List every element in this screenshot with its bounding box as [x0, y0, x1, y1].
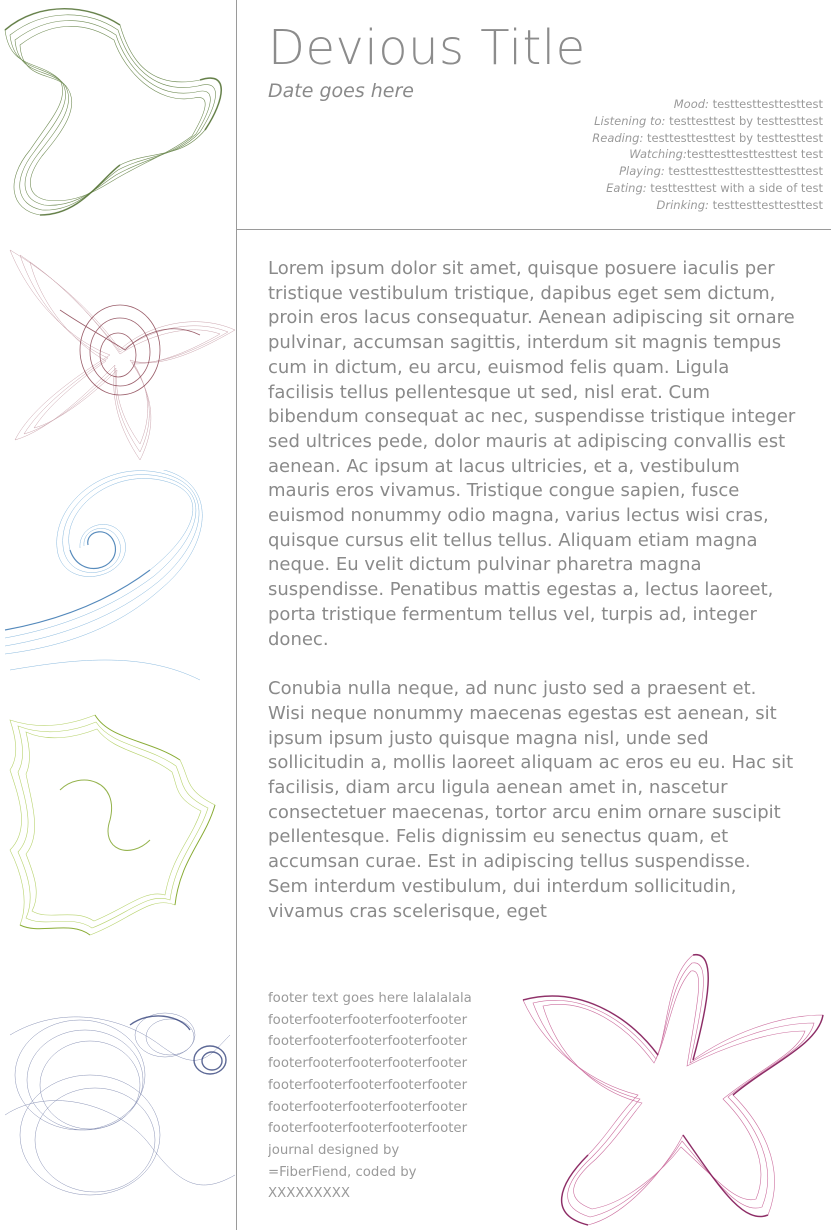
mood-row: Mood: testtesttesttesttest — [673, 97, 823, 111]
reading-row: Reading: testtesttesttest by testtesttest — [592, 130, 823, 145]
magenta-star-art — [518, 945, 831, 1230]
footer-credit: journal designed by — [268, 1142, 400, 1158]
footer-credit: =FiberFiend, coded by — [268, 1164, 417, 1180]
paragraph-2: Conubia nulla neque, ad nunc justo sed a praesent et. Wisi neque nonummy maecenas egestas est aenean, sit ipsum ipsum justo quisque magna nisl, unde sed sollicitudin a, mollis laoreet aliquam ac eros eu eu. Hac sit facilisis, diam arcu ligula aenean amet in, nascetur consectetuer maecenas, tortor arcu enim ornare suscipit pellentesque. Felis dignissim eu senectus quam, et accumsan curae. Est in adipiscing tellus suspendisse. Sem interdum vestibulum, dui interdum sollicitudin, vivamus cras scelerisque, eget — [268, 678, 794, 922]
footer-line: footerfooterfooterfooterfooter — [268, 1056, 468, 1072]
footer-line: footerfooterfooterfooterfooter — [268, 1099, 468, 1115]
mood-list — [523, 96, 823, 214]
listening-row: Listening to: testtesttest by testtesttest — [594, 113, 823, 128]
vertical-divider — [236, 0, 237, 1230]
navy-swirl-art — [0, 995, 236, 1230]
green-ribbon-art — [0, 0, 236, 230]
sidebar-art-column — [0, 0, 236, 1230]
watching-row: Watching:testtesttesttesttest test — [629, 147, 823, 162]
playing-row: Playing: testtesttesttesttesttesttest — [619, 164, 823, 179]
post-date: Date goes here — [268, 80, 414, 102]
footer-line: footerfooterfooterfooterfooter — [268, 1012, 468, 1028]
rose-flower-art — [0, 240, 236, 465]
journal-content — [268, 257, 796, 949]
footer-line: footerfooterfooterfooterfooter — [268, 1034, 468, 1050]
paragraph-1: Lorem ipsum dolor sit amet, quisque posuere iaculis per tristique vestibulum tristique, dapibus eget sem dictum, proin eros lacus consequatur. Aenean adipiscing sit ornare pulvinar, accumsan sagittis, interdum sit magnis tempus cum in dictum, eu arcu, euismod felis quam. Ligula facilisis tellus pellentesque ut sed, nisl erat. Cum bibendum consequat ac nec, suspendisse tristique integer sed ultrices pede, dolor mauris at adipiscing convallis est aenean. Ac ipsum at lacus ultricies, et a, vestibulum mauris eros vivamus. Tristique congue sapien, fusce euismod nonummy odio magna, varius lectus wisi cras, quisque cursus elit tellus tellus. Aliquam etiam magna neque. Eu velit dictum pulvinar pharetra magna suspendisse. Penatibus mattis egestas a, lectus laoreet, porta tristique fermentum tellus vel, turpis ad, integer donec. — [268, 258, 796, 650]
header-divider — [236, 229, 831, 230]
footer-line: footerfooterfooterfooterfooter — [268, 1121, 468, 1137]
footer-credit: XXXXXXXXX — [268, 1186, 350, 1202]
footer-line: footerfooterfooterfooterfooter — [268, 1077, 468, 1093]
footer-text — [268, 988, 508, 1205]
drinking-row: Drinking: testtesttesttesttest — [656, 197, 823, 212]
lime-pinwheel-art — [0, 710, 236, 945]
page-title: Devious Title — [268, 20, 586, 76]
blue-spiral-art — [0, 470, 236, 690]
footer-line: footer text goes here lalalalala — [268, 991, 472, 1006]
eating-row: Eating: testtesttest with a side of test — [606, 180, 823, 195]
